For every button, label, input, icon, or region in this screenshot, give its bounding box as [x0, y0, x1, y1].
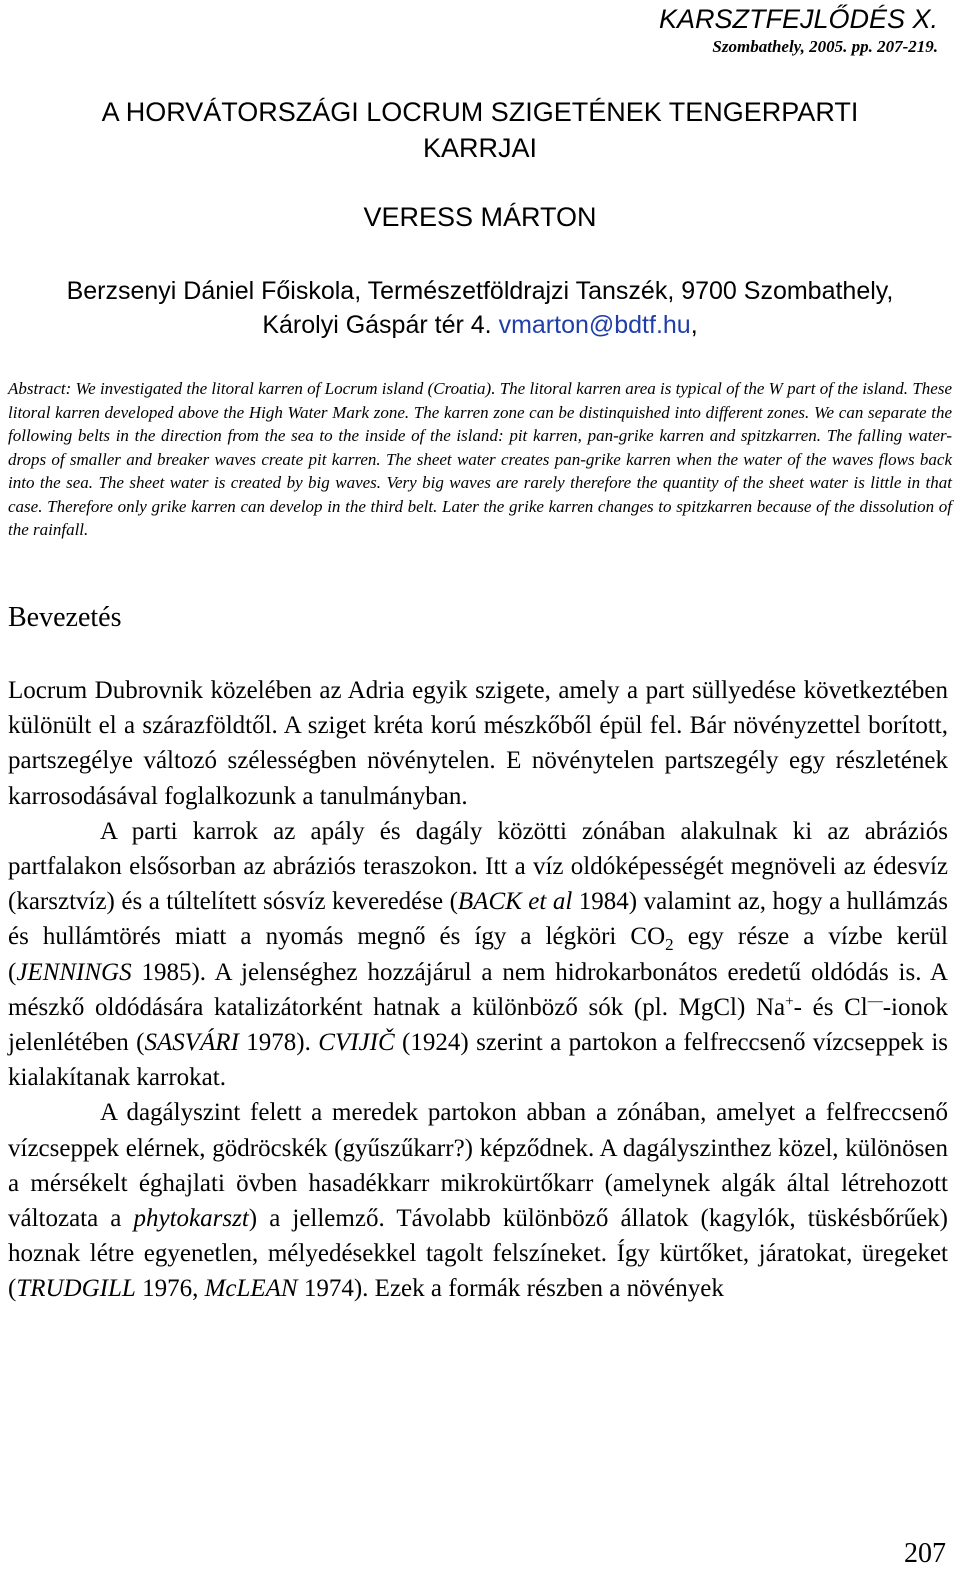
- affiliation-line-1: Berzsenyi Dániel Főiskola, Természetföldrajzi Tanszék, 9700 Szombathely,: [66, 277, 894, 305]
- citation: TRUDGILL: [16, 1275, 136, 1303]
- title-line-2: KARRJAI: [422, 133, 538, 163]
- affiliation-address: Károlyi Gáspár tér 4.: [262, 311, 492, 339]
- citation: SASVÁRI: [144, 1029, 239, 1057]
- paragraph-2: A parti karrok az apály és dagály közötti zónában alakulnak ki az abráziós partfalakon elsősorban az abráziós teraszokon. Itt a víz oldóképességét megnöveli az édesvíz (karsztvíz) és a túltelített sósvíz keveredése (BACK et al 1984) valamint az, hogy a hullámzás és hullámtörés miatt a nyomás megnő és így a légköri $CO_2$ egy része a vízbe kerül (JENNINGS 1985). A jelenséghez hozzájárul a nem hidrokarbonátos eredetű oldódás is. A mészkő oldódására katalizátorként hatnak a különböző sók (pl. MgCl) Na+- és Cl—-ionok jelenlétében (SASVÁRI 1978). CVIJIČ (1924) szerint a partokon a felfreccsenő vízcseppek is kialakítanak karrokat.: [8, 817, 948, 1092]
- abstract: Abstract: We investigated the litoral karren of Locrum island (Croatia). The litoral karren area is typical of the W part of the island. These litoral karren developed above the High Water Mark zone. The karren zone can be distinquished into different zones. We can separate the following belts in the direction from the sea to the inside of the island: pit karren, pan-grike karren and spitzkarren. The falling water-drops of smaller and breaker waves create pit karren. The sheet water creates pan-grike karren when the water of the waves flows back into the sea. The sheet water is created by big waves. Very big waves are rarely therefore the quantity of the sheet water is little in that case. Therefore only grike karren can develop in the third belt. Later the grike karren changes to spitzkarren because of the dissolution of the rainfall.: [8, 379, 952, 539]
- section-heading: Bevezetés: [8, 602, 122, 633]
- journal-citation: Szombathely, 2005. pp. 207-219.: [712, 37, 938, 56]
- author-name: VERESS MÁRTON: [363, 202, 597, 232]
- citation: BACK et al: [457, 888, 573, 916]
- body-text: [8, 673, 948, 1307]
- title-line-1: A HORVÁTORSZÁGI LOCRUM SZIGETÉNEK TENGERPARTI: [101, 97, 859, 127]
- affiliation-line-2: Károlyi Gáspár tér 4. vmarton@bdtf.hu,: [262, 311, 698, 339]
- paper-title: [0, 94, 960, 166]
- journal-series: KARSZTFEJLŐDÉS X.: [658, 4, 938, 34]
- citation: CVIJIČ: [318, 1029, 395, 1057]
- page-number: 207: [904, 1538, 946, 1569]
- term: phytokarszt: [133, 1205, 249, 1233]
- citation: McLEAN: [204, 1275, 298, 1303]
- email-link[interactable]: vmarton@bdtf.hu: [498, 311, 691, 339]
- running-header: [659, 2, 938, 58]
- affiliation: [0, 274, 960, 342]
- paragraph-3: A dagályszint felett a meredek partokon abban a zónában, amelyet a felfreccsenő vízcseppek elérnek, gödröcskék (gyűszűkarr?) képződnek. A dagályszinthez közel, különösen a mérsékelt éghajlati övben hasadékkarr mikrokürtőkarr (amelynek algák által létrehozott változata a phytokarszt) a jellemző. Távolabb különböző állatok (kagylók, tüskésbőrűek) hoznak létre egyenetlen, mélyedésekkel tagolt felszíneket. Így kürtőket, járatokat, üregeket (TRUDGILL 1976, McLEAN 1974). Ezek a formák részben a növények: [8, 1099, 949, 1303]
- citation: JENNINGS: [16, 958, 132, 986]
- paragraph-1: Locrum Dubrovnik közelében az Adria egyik szigete, amely a part süllyedése következtében különült el a szárazföldtől. A sziget kréta korú mészkőből épül fel. Bár növényzettel borított, partszegélye változó szélességben növénytelen. E növénytelen partszegély egy részletének karrosodásával foglalkozunk a tanulmányban.: [8, 677, 948, 810]
